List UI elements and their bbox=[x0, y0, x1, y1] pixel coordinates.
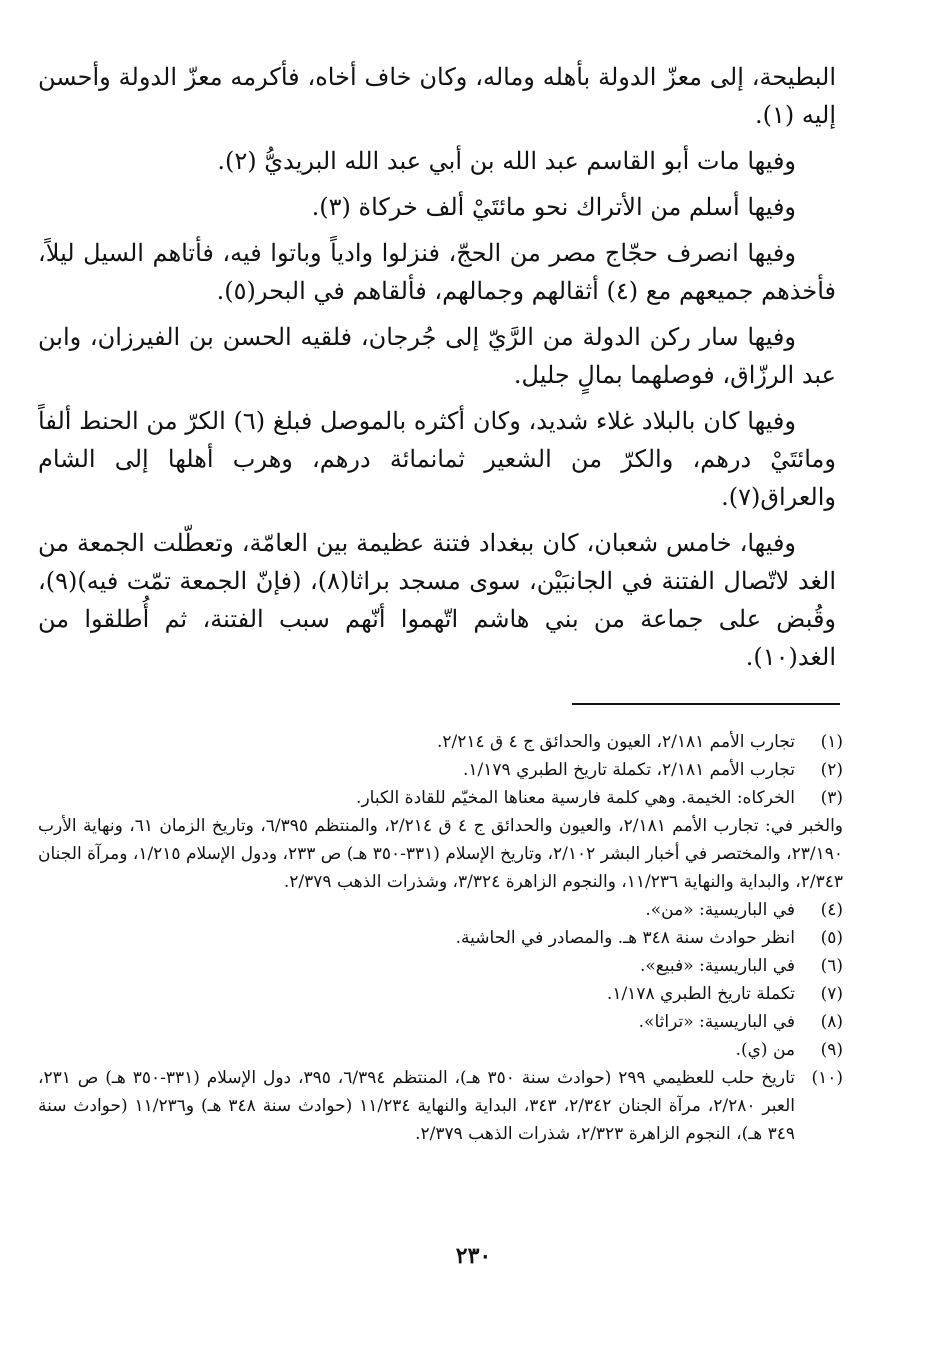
footnote-text: تاريخ حلب للعظيمي ٢٩٩ (حوادث سنة ٣٥٠ هـ)، المنتظم ٦/٣٩٤، ٣٩٥، دول الإسلام (٣٣١-٣٥٠ هـ) ص ٢٣١، العبر ٢/٢٨٠، مرآة الجنان ٢/٣٤٢، ٣٤٣، البداية والنهاية ١١/٢٣٤ (حوادث سنة ٣٤٨ هـ) و١١/٢٣٦ (حوادث سنة ٣٤٩ هـ)، النجوم الزاهرة ٢/٣٢٣، شذرات الذهب ٢/٣٧٩. bbox=[38, 1068, 796, 1144]
footnote-number: (٨) bbox=[820, 1012, 843, 1032]
footnote-number: (٦) bbox=[820, 956, 843, 976]
paragraph: وفيها أسلم من الأتراك نحو مائتَيْ ألف خركاة (٣). bbox=[311, 193, 796, 221]
footnote bbox=[38, 728, 843, 756]
footnote-text: في الباريسية: «من». bbox=[645, 900, 795, 920]
footnote bbox=[38, 1036, 843, 1064]
footnote-number: (٧) bbox=[820, 984, 843, 1004]
footnote bbox=[38, 896, 843, 924]
paragraph: وفيها، خامس شعبان، كان ببغداد فتنة عظيمة بين العامّة، وتعطّلت الجمعة من الغد لاتّصال الفتنة في الجانبَيْن، سوى مسجد براثا(٨)، (فإنّ الجمعة تمّت فيه)(٩)، وقُبض على جماعة من بني هاشم اتّهموا أنّهم سبب الفتنة، ثم أُطلقوا من الغد(١٠). bbox=[38, 529, 837, 671]
main-text bbox=[38, 58, 836, 684]
footnotes bbox=[38, 728, 843, 1148]
footnote-number: (٤) bbox=[820, 900, 843, 920]
footnote bbox=[38, 952, 843, 980]
footnote bbox=[38, 924, 843, 952]
footnote-number: (٥) bbox=[820, 928, 843, 948]
footnote-text: من (ي). bbox=[735, 1040, 795, 1060]
footnote bbox=[38, 1064, 843, 1148]
paragraph: وفيها كان بالبلاد غلاء شديد، وكان أكثره بالموصل فبلغ (٦) الكرّ من الحنط ألفاً ومائتَيْ درهم، والكرّ من الشعير ثمانمائة درهم، وهرب أهلها إلى الشام والعراق(٧). bbox=[38, 407, 836, 511]
footnote-continuation: والخبر في: تجارب الأمم ٢/١٨١، والعيون والحدائق ج ٤ ق ٢/٢١٤، والمنتظم ٦/٣٩٥، وتاريخ الزمان ٦١، ونهاية الأرب ٢٣/١٩٠، والمختصر في أخبار البشر ٢/١٠٢، وتاريخ الإسلام (٣٣١-٣٥٠ هـ) ص ٢٣٣، ودول الإسلام ١/٢١٥، ومرآة الجنان ٢/٣٤٣، والبداية والنهاية ١١/٢٣٦، والنجوم الزاهرة ٣/٣٢٤، وشذرات الذهب ٢/٣٧٩. bbox=[38, 816, 844, 892]
footnote-number: (١) bbox=[820, 732, 843, 752]
footnote-number: (٩) bbox=[820, 1040, 843, 1060]
footnote-text: في الباريسية: «تراثا». bbox=[638, 1012, 795, 1032]
paragraph: وفيها سار ركن الدولة من الرَّيّ إلى جُرجان، فلقيه الحسن بن الفيرزان، وابن عبد الرزّاق، فوصلهما بمالٍ جليل. bbox=[38, 323, 836, 389]
footnote-text: تجارب الأمم ٢/١٨١، العيون والحدائق ج ٤ ق ٢/٢١٤. bbox=[436, 732, 795, 752]
paragraph: البطيحة، إلى معزّ الدولة بأهله وماله، وكان خاف أخاه، فأكرمه معزّ الدولة وأحسن إليه (١). bbox=[38, 63, 836, 129]
footnote-number: (٢) bbox=[820, 760, 843, 780]
footnote-number: (١٠) bbox=[811, 1068, 843, 1088]
footnote-text: تجارب الأمم ٢/١٨١، تكملة تاريخ الطبري ١/١٧٩. bbox=[463, 760, 795, 780]
footnote bbox=[38, 1008, 843, 1036]
footnote-number: (٣) bbox=[820, 788, 843, 808]
footnote bbox=[38, 784, 843, 812]
paragraph: وفيها انصرف حجّاج مصر من الحجّ، فنزلوا وادياً وباتوا فيه، فأتاهم السيل ليلاً، فأخذهم جميعهم مع (٤) أثقالهم وجمالهم، فألقاهم في البحر(٥). bbox=[38, 239, 836, 305]
footnote-separator bbox=[572, 703, 840, 705]
paragraph: وفيها مات أبو القاسم عبد الله بن أبي عبد الله البريديُّ (٢). bbox=[217, 147, 796, 175]
footnote bbox=[38, 980, 843, 1008]
footnote-text: الخركاه: الخيمة. وهي كلمة فارسية معناها المخيّم للقادة الكبار. bbox=[356, 788, 795, 808]
footnote-text: في الباريسية: «فبيع». bbox=[639, 956, 795, 976]
footnote bbox=[38, 756, 843, 784]
page-number: ٢٣٠ bbox=[455, 1243, 492, 1269]
footnote-text: انظر حوادث سنة ٣٤٨ هـ. والمصادر في الحاشية. bbox=[455, 928, 795, 948]
footnote-text: تكملة تاريخ الطبري ١/١٧٨. bbox=[606, 984, 795, 1004]
